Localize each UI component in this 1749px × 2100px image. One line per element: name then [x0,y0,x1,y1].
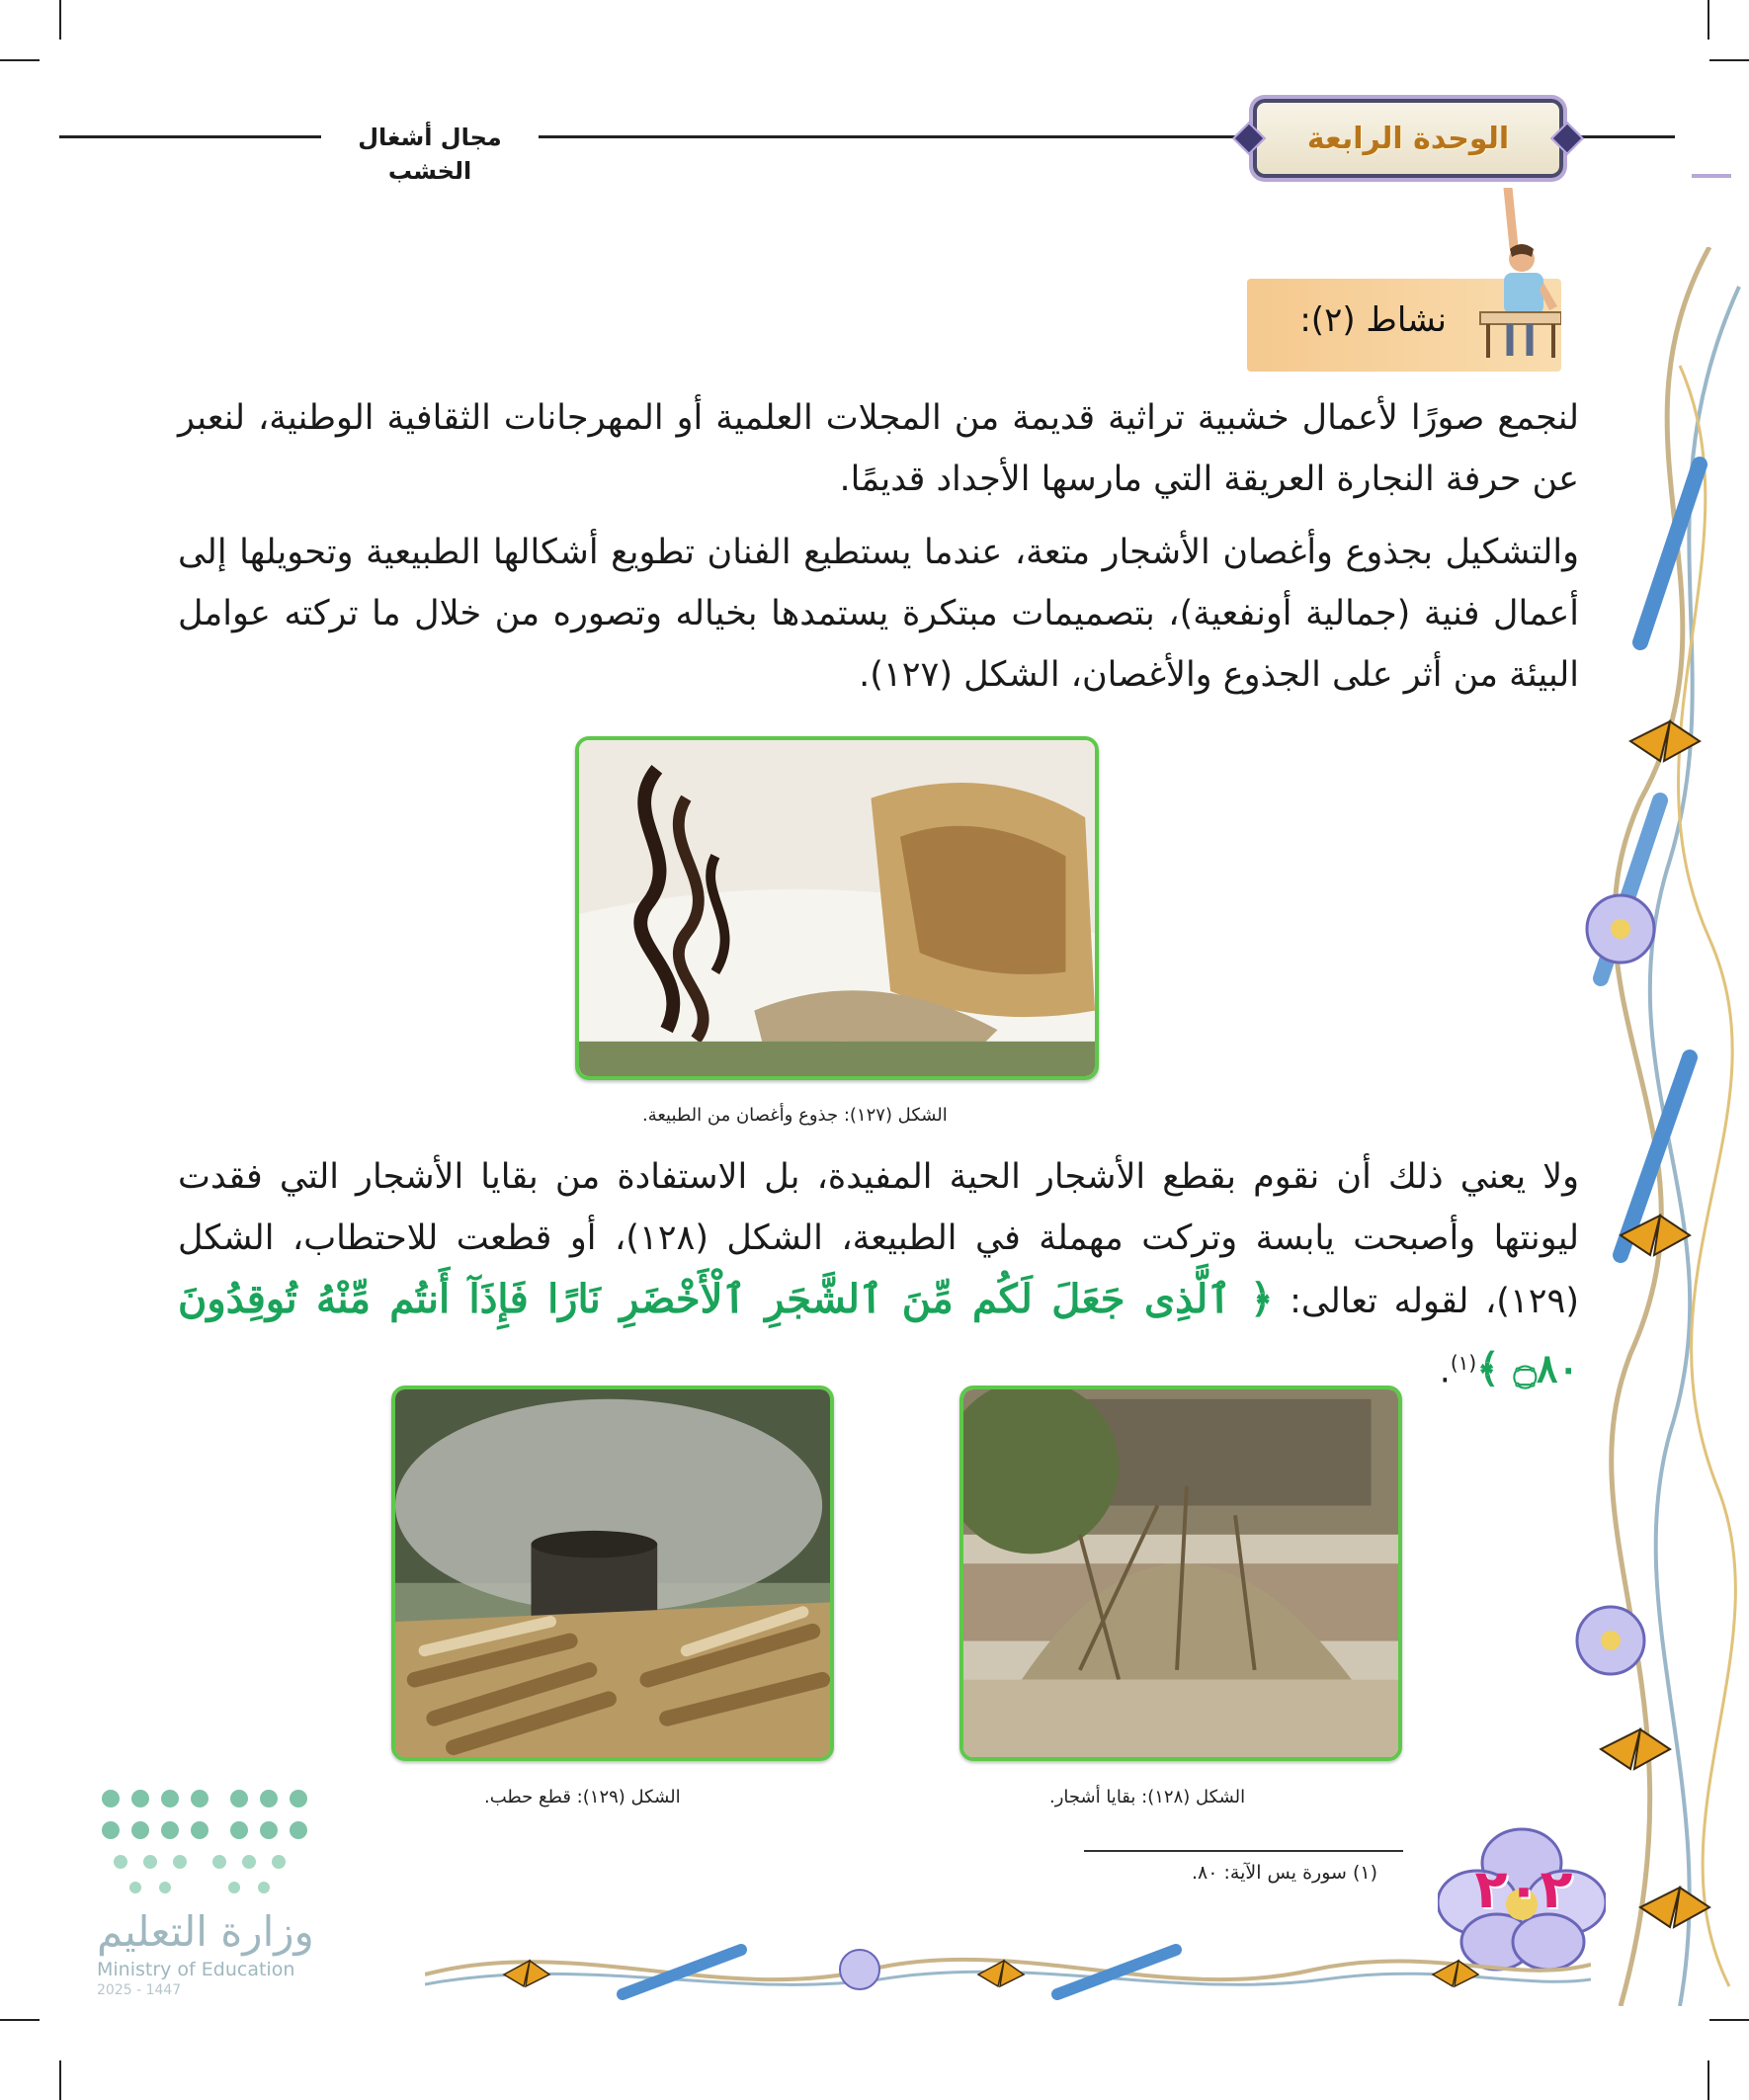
crop-mark [1709,2019,1749,2021]
paragraph-3 [178,1146,1579,1402]
ministry-year: 2025 - 1447 [97,1982,182,1998]
ministry-name-arabic: وزارة التعليم [97,1907,314,1956]
figure-128-photo [959,1386,1402,1761]
page-number: ٢٠٢ [1474,1858,1573,1920]
crop-mark [1707,0,1709,40]
ministry-logo-icon [91,1779,314,1902]
crop-mark [59,0,61,40]
teacher-illustration-icon [1470,188,1561,361]
crop-mark [59,2060,61,2100]
crop-mark [1709,59,1749,61]
tab-mark [1692,174,1731,178]
ornament-icon [1232,122,1266,155]
figure-127-photo [575,736,1099,1080]
header-field-title: مجال أشغال الخشب [358,124,502,185]
paragraph-3-text: ولا يعني ذلك أن نقوم بقطع الأشجار الحية المفيدة، بل الاستفادة من بقايا الأشجار التي فقدت ليونتها وأصبحت يابسة وتركت مهملة في الطبيعة، الشكل (١٢٨)، أو قطعت للاحتطاب، الشكل (١٢٩)، لقوله تعالى: [178,1157,1579,1321]
quran-verse: ﴿ ٱلَّذِى جَعَلَ لَكُم مِّنَ ٱلشَّجَرِ ٱلْأَخْضَرِ نَارًا فَإِذَآ أَنتُم مِّنْهُ تُوقِدُونَ ۝٨٠ ﴾ [178,1276,1579,1392]
activity-label: نشاط (٢): [1299,300,1447,340]
verse-period: . [1439,1351,1451,1391]
paragraph-1: لنجمع صورًا لأعمال خشبية تراثية قديمة من المجلات العلمية أو المهرجانات الثقافية الوطنية، لنعبر عن حرفة النجارة العريقة التي مارسها الأجداد قديمًا. [178,398,1579,499]
header-rule [539,135,1242,138]
crop-mark [0,2019,40,2021]
footnote: (١) سورة يس الآية: ٨٠. [1192,1862,1378,1884]
header-rule [59,135,321,138]
unit-plaque [1253,99,1563,178]
decorative-footer-icon [425,1935,1591,2004]
verse-footnote-ref: (١) [1450,1351,1477,1375]
figure-129-photo [391,1386,834,1761]
ornament-icon [1550,122,1584,155]
figure-129-caption: الشكل (١٢٩): قطع حطب. [484,1787,681,1807]
figure-128-caption: الشكل (١٢٨): بقايا أشجار. [1049,1787,1246,1807]
decorative-border-icon [1561,247,1749,2006]
ministry-name-english: Ministry of Education [97,1959,295,1980]
unit-title: الوحدة الرابعة [1306,121,1510,156]
figure-127-caption: الشكل (١٢٧): جذوع وأغصان من الطبيعة. [642,1105,948,1126]
paragraph-2: والتشكيل بجذوع وأغصان الأشجار متعة، عندما يستطيع الفنان تطويع أشكالها الطبيعية وتحويلها إلى أعمال فنية (جمالية أونفعية)، بتصميمات مبتكرة يستمدها بخياله وتصوره من خلال ما تركته عوامل البيئة من أثر على الجذوع والأغصان، الشكل (١٢٧). [178,533,1579,695]
crop-mark [0,59,40,61]
footnote-rule [1084,1850,1403,1852]
crop-mark [1707,2060,1709,2100]
